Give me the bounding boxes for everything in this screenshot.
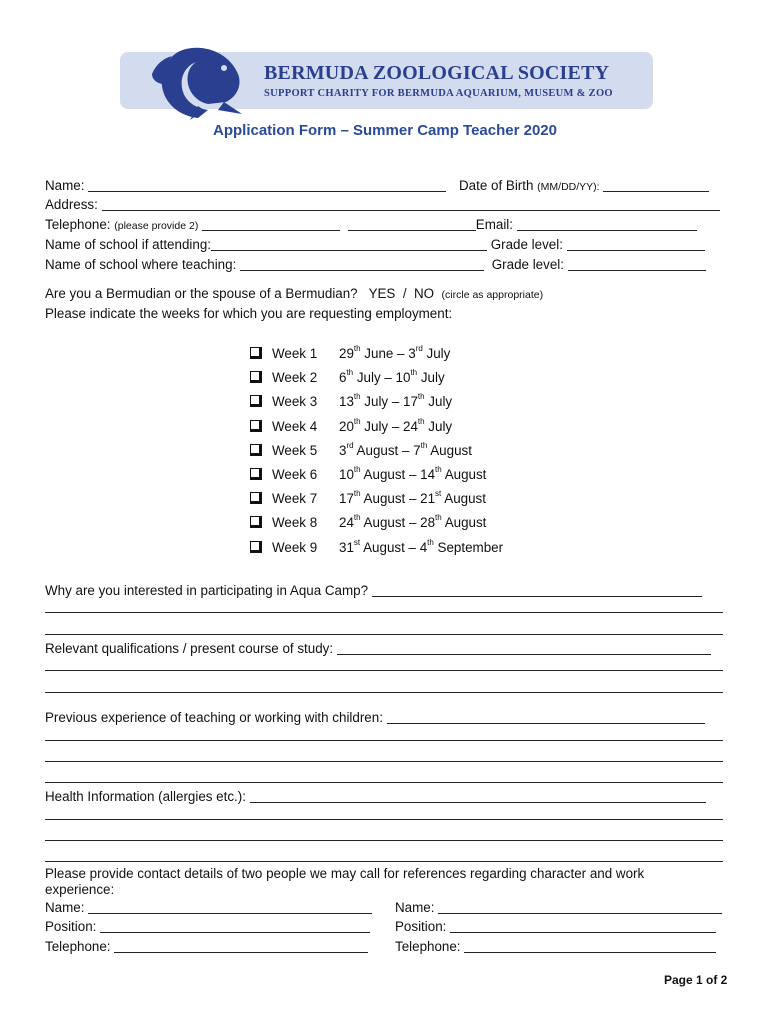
bermudian-question: Are you a Bermudian or the spouse of a Bermudian? bbox=[45, 286, 358, 301]
week-dates bbox=[339, 370, 445, 385]
end-day: 4 bbox=[419, 539, 428, 555]
references-prompt-cont: experience: bbox=[45, 882, 115, 897]
week-label: Week 4 bbox=[272, 418, 318, 434]
week-dates bbox=[339, 440, 472, 458]
week-checkbox[interactable] bbox=[250, 516, 262, 528]
start-day: 13 bbox=[339, 394, 354, 410]
experience-answer-line[interactable] bbox=[387, 711, 705, 724]
health-answer-line[interactable] bbox=[45, 861, 723, 862]
end-day: 17 bbox=[403, 394, 418, 410]
end-suffix: st bbox=[435, 489, 442, 499]
start-day: 6 bbox=[339, 370, 347, 386]
end-month: September bbox=[433, 539, 504, 555]
end-suffix: th bbox=[417, 392, 425, 402]
ref2-telephone-label: Telephone: bbox=[395, 939, 461, 954]
address-field[interactable] bbox=[102, 198, 720, 211]
week-label: Week 5 bbox=[272, 442, 318, 458]
telephone-row bbox=[45, 216, 697, 234]
end-month: August bbox=[441, 467, 487, 482]
week-label: Week 3 bbox=[272, 394, 318, 410]
telephone-field-1[interactable] bbox=[202, 218, 340, 231]
health-question: Health Information (allergies etc.): bbox=[45, 789, 246, 804]
week-dates bbox=[339, 416, 453, 434]
end-month: August bbox=[441, 515, 487, 531]
address-label: Address: bbox=[45, 197, 98, 212]
experience-answer-line[interactable] bbox=[45, 782, 723, 783]
health-answer-line[interactable] bbox=[45, 840, 723, 841]
end-month: July bbox=[424, 394, 453, 410]
experience-answer-line[interactable] bbox=[45, 761, 723, 762]
week-label: Week 9 bbox=[272, 539, 318, 555]
start-month: June – bbox=[360, 346, 409, 361]
school-teaching-row bbox=[45, 256, 706, 273]
end-suffix: th bbox=[435, 513, 442, 523]
end-month: July bbox=[424, 418, 453, 434]
telephone-label: Telephone: bbox=[45, 217, 111, 232]
yes-option[interactable]: YES bbox=[368, 286, 396, 301]
email-field[interactable] bbox=[517, 218, 697, 231]
experience-row bbox=[45, 709, 705, 726]
qualifications-answer-line[interactable] bbox=[45, 692, 723, 693]
circle-note: (circle as appropriate) bbox=[441, 289, 544, 301]
week-dates bbox=[339, 491, 486, 506]
week-label: Week 6 bbox=[272, 467, 318, 482]
start-day: 29 bbox=[339, 346, 354, 361]
form-title: Application Form – Summer Camp Teacher 2020 bbox=[213, 122, 557, 139]
week-checkbox[interactable] bbox=[250, 371, 262, 383]
ref1-name-field[interactable] bbox=[88, 901, 372, 914]
org-subtitle: SUPPORT CHARITY FOR BERMUDA AQUARIUM, MUSEUM & ZOO bbox=[264, 88, 613, 99]
week-checkbox[interactable] bbox=[250, 347, 262, 359]
dob-row bbox=[459, 177, 709, 195]
ref2-position-field[interactable] bbox=[450, 920, 716, 933]
start-suffix: th bbox=[353, 465, 361, 474]
school-attending-field[interactable] bbox=[211, 238, 487, 251]
end-day: 3 bbox=[408, 346, 416, 361]
end-suffix: th bbox=[420, 440, 428, 450]
ref1-telephone-label: Telephone: bbox=[45, 939, 111, 954]
ref2-telephone-row bbox=[395, 938, 716, 955]
grade-level-label-1: Grade level: bbox=[490, 237, 563, 252]
start-day: 24 bbox=[339, 515, 354, 531]
start-month: August – bbox=[360, 467, 421, 482]
ref1-name-row bbox=[45, 899, 372, 916]
page-number: Page 1 of 2 bbox=[664, 973, 728, 987]
start-suffix: th bbox=[353, 344, 361, 353]
week-checkbox[interactable] bbox=[250, 395, 262, 407]
start-month: July – bbox=[353, 370, 396, 386]
start-suffix: st bbox=[353, 537, 361, 547]
start-suffix: th bbox=[353, 489, 361, 499]
end-day: 24 bbox=[403, 418, 418, 434]
grade-level-label-2: Grade level: bbox=[491, 257, 564, 272]
ref2-name-label: Name: bbox=[395, 900, 435, 915]
qualifications-row bbox=[45, 640, 711, 657]
telephone-field-2[interactable] bbox=[348, 218, 476, 231]
grade-level-field-2[interactable] bbox=[568, 258, 706, 271]
ref1-position-row bbox=[45, 918, 370, 935]
week-checkbox[interactable] bbox=[250, 444, 262, 456]
week-dates bbox=[339, 515, 486, 530]
aqua-camp-answer-line[interactable] bbox=[45, 634, 723, 635]
week-checkbox[interactable] bbox=[250, 420, 262, 432]
end-month: August bbox=[441, 491, 486, 507]
dob-field[interactable] bbox=[603, 179, 709, 192]
references-prompt: Please provide contact details of two people we may call for references regarding character and work bbox=[45, 866, 645, 881]
week-label: Week 7 bbox=[272, 491, 318, 507]
start-day: 31 bbox=[339, 539, 354, 555]
aqua-camp-answer-line[interactable] bbox=[372, 584, 702, 597]
experience-question: Previous experience of teaching or working with children: bbox=[45, 710, 383, 725]
grade-level-field-1[interactable] bbox=[567, 238, 705, 251]
ref1-name-label: Name: bbox=[45, 900, 85, 915]
telephone-note: (please provide 2) bbox=[114, 220, 199, 232]
start-month: August – bbox=[360, 539, 420, 555]
end-suffix: th bbox=[427, 537, 434, 547]
start-suffix: th bbox=[353, 392, 361, 402]
start-month: August – bbox=[353, 442, 414, 458]
end-day: 28 bbox=[420, 515, 436, 531]
start-day: 20 bbox=[339, 418, 354, 434]
start-suffix: th bbox=[353, 513, 361, 523]
school-teaching-label: Name of school where teaching: bbox=[45, 257, 237, 272]
start-suffix: th bbox=[346, 368, 354, 378]
dob-format: (MM/DD/YY): bbox=[537, 181, 600, 193]
start-month: August – bbox=[360, 515, 421, 531]
email-label: Email: bbox=[475, 217, 513, 232]
weeks-prompt: Please indicate the weeks for which you are requesting employment: bbox=[45, 306, 453, 321]
name-label: Name: bbox=[45, 178, 85, 193]
ref1-position-field[interactable] bbox=[100, 920, 370, 933]
ref2-name-row bbox=[395, 899, 722, 916]
ref1-telephone-row bbox=[45, 938, 368, 955]
start-month: August – bbox=[360, 491, 421, 507]
week-checkbox[interactable] bbox=[250, 468, 262, 480]
end-suffix: th bbox=[435, 465, 442, 474]
aqua-camp-row bbox=[45, 582, 702, 599]
org-name: BERMUDA ZOOLOGICAL SOCIETY bbox=[264, 62, 610, 84]
name-field[interactable] bbox=[88, 179, 446, 192]
week-dates bbox=[339, 346, 450, 361]
end-day: 14 bbox=[420, 467, 436, 482]
aqua-camp-answer-line[interactable] bbox=[45, 612, 723, 613]
week-dates bbox=[339, 467, 486, 482]
start-month: July – bbox=[360, 394, 403, 410]
end-month: July bbox=[422, 346, 451, 361]
start-day: 17 bbox=[339, 491, 354, 507]
bermudian-row bbox=[45, 286, 543, 303]
ref2-position-row bbox=[395, 918, 716, 935]
week-label: Week 2 bbox=[272, 370, 318, 386]
ref2-name-field[interactable] bbox=[438, 901, 722, 914]
end-day: 7 bbox=[413, 442, 421, 458]
start-day: 10 bbox=[339, 467, 354, 482]
no-option[interactable]: NO bbox=[414, 286, 435, 301]
start-suffix: th bbox=[353, 416, 361, 426]
start-day: 3 bbox=[339, 442, 347, 458]
week-checkbox[interactable] bbox=[250, 492, 262, 504]
week-label: Week 8 bbox=[272, 515, 318, 531]
name-row bbox=[45, 177, 446, 194]
ref2-position-label: Position: bbox=[395, 919, 447, 934]
school-teaching-field[interactable] bbox=[240, 258, 484, 271]
school-attending-row bbox=[45, 236, 705, 253]
experience-answer-line[interactable] bbox=[45, 740, 723, 741]
end-suffix: th bbox=[417, 416, 425, 426]
ref1-telephone-field[interactable] bbox=[114, 940, 368, 953]
ref2-telephone-field[interactable] bbox=[464, 940, 716, 953]
aqua-camp-question: Why are you interested in participating in Aqua Camp? bbox=[45, 583, 369, 598]
qualifications-answer-line[interactable] bbox=[337, 642, 711, 655]
end-month: August bbox=[427, 442, 472, 458]
end-day: 21 bbox=[420, 491, 436, 507]
health-answer-line[interactable] bbox=[45, 819, 723, 820]
week-dates bbox=[339, 537, 504, 555]
end-month: July bbox=[417, 370, 445, 386]
qualifications-question: Relevant qualifications / present course of study: bbox=[45, 641, 334, 656]
start-suffix: rd bbox=[346, 440, 354, 450]
end-suffix: th bbox=[410, 368, 418, 378]
start-month: July – bbox=[360, 418, 403, 434]
end-suffix: rd bbox=[415, 344, 423, 353]
week-dates bbox=[339, 394, 452, 409]
end-day: 10 bbox=[395, 370, 411, 386]
address-row bbox=[45, 196, 720, 213]
health-row bbox=[45, 788, 706, 805]
health-answer-line[interactable] bbox=[250, 790, 706, 803]
week-checkbox[interactable] bbox=[250, 541, 262, 553]
qualifications-answer-line[interactable] bbox=[45, 670, 723, 671]
option-separator: / bbox=[402, 286, 407, 301]
dob-label: Date of Birth bbox=[459, 178, 534, 193]
week-label: Week 1 bbox=[272, 346, 318, 361]
ref1-position-label: Position: bbox=[45, 919, 97, 934]
angelfish-logo-icon bbox=[138, 44, 248, 120]
school-attending-label: Name of school if attending: bbox=[45, 237, 211, 252]
